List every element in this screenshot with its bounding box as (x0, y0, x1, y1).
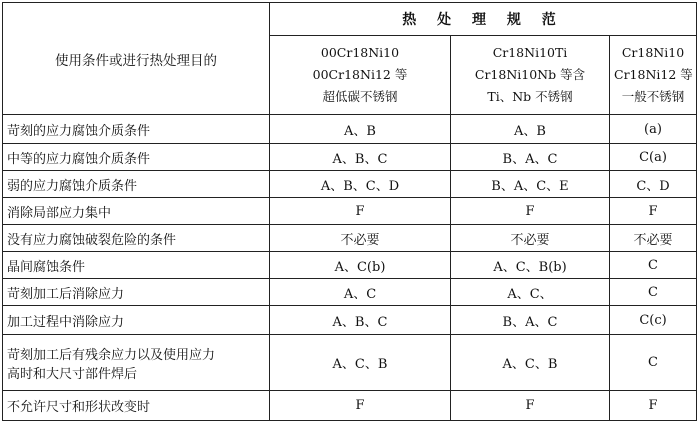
cell-value: A、C(b) (270, 252, 451, 279)
cell-value: F (451, 198, 610, 225)
cell-value: C、D (610, 171, 697, 198)
table-row (3, 335, 697, 391)
table-row (3, 115, 697, 144)
cell-value: B、A、C、E (451, 171, 610, 198)
cell-value: C (610, 279, 697, 306)
header-col-general-steel: Cr18Ni10 Cr18Ni12 等 一般不锈钢 (610, 36, 697, 115)
cell-value: B、A、C (451, 306, 610, 335)
row-condition: 苛刻加工后有残余应力以及使用应力 高时和大尺寸部件焊后 (3, 335, 270, 391)
cell-value: 不必要 (270, 225, 451, 252)
cell-value: C(c) (610, 306, 697, 335)
cell-value: F (451, 391, 610, 421)
cell-value: A、C、 (451, 279, 610, 306)
cell-value: A、B (451, 115, 610, 144)
cell-value: F (270, 198, 451, 225)
row-condition: 弱的应力腐蚀介质条件 (3, 171, 270, 198)
cell-value: B、A、C (451, 144, 610, 171)
header-col-ultra-low-carbon: 00Cr18Ni10 00Cr18Ni12 等 超低碳不锈钢 (270, 36, 451, 115)
cell-value: F (270, 391, 451, 421)
table-row (3, 391, 697, 421)
cell-value: F (610, 391, 697, 421)
cell-value: 不必要 (451, 225, 610, 252)
row-condition: 晶间腐蚀条件 (3, 252, 270, 279)
cell-value: A、C、B (270, 335, 451, 391)
cell-value: C (610, 252, 697, 279)
table-row (3, 306, 697, 335)
header-col-ti-nb-steel: Cr18Ni10Ti Cr18Ni10Nb 等含 Ti、Nb 不锈钢 (451, 36, 610, 115)
header-heat-treatment-spec: 热 处 理 规 范 (270, 3, 697, 36)
heat-treatment-table (2, 2, 697, 421)
cell-value: C (610, 335, 697, 391)
row-condition: 消除局部应力集中 (3, 198, 270, 225)
table-row (3, 144, 697, 171)
cell-value: (a) (610, 115, 697, 144)
cell-value: C(a) (610, 144, 697, 171)
cell-value: A、B、C (270, 306, 451, 335)
cell-value: A、B、C、D (270, 171, 451, 198)
cell-value: A、C、B(b) (451, 252, 610, 279)
cell-value: F (610, 198, 697, 225)
table-row (3, 252, 697, 279)
row-condition: 苛刻的应力腐蚀介质条件 (3, 115, 270, 144)
table-row (3, 171, 697, 198)
row-condition: 不允许尺寸和形状改变时 (3, 391, 270, 421)
cell-value: A、B、C (270, 144, 451, 171)
row-condition: 中等的应力腐蚀介质条件 (3, 144, 270, 171)
row-condition: 没有应力腐蚀破裂危险的条件 (3, 225, 270, 252)
cell-value: A、B (270, 115, 451, 144)
cell-value: 不必要 (610, 225, 697, 252)
table-row (3, 225, 697, 252)
cell-value: A、C (270, 279, 451, 306)
table-row (3, 198, 697, 225)
table-row (3, 279, 697, 306)
cell-value: A、C、B (451, 335, 610, 391)
row-condition: 苛刻加工后消除应力 (3, 279, 270, 306)
row-condition: 加工过程中消除应力 (3, 306, 270, 335)
header-condition-label: 使用条件或进行热处理目的 (3, 3, 270, 115)
